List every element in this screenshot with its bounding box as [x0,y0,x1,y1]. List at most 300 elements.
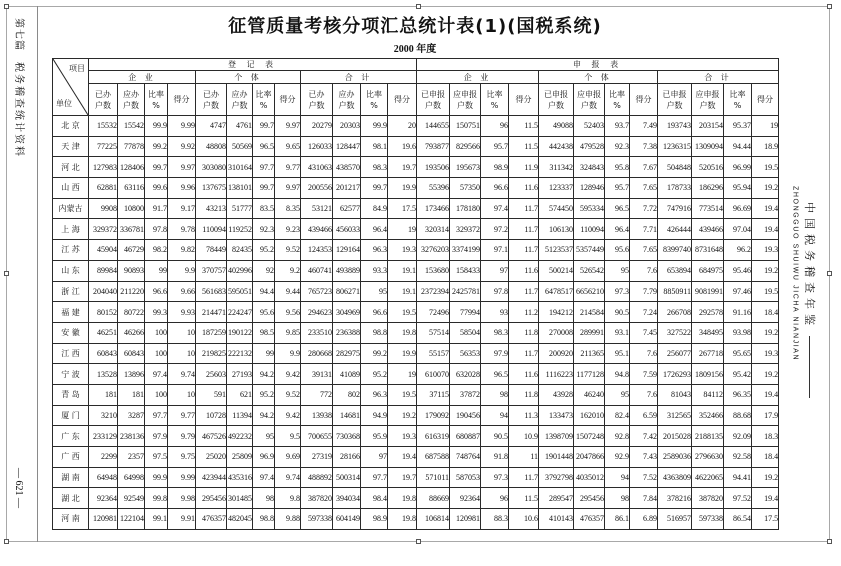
column-header-line: 应办 [123,89,139,99]
table-cell: 48808 [196,136,227,157]
table-row [53,322,779,343]
table-cell: 95 [361,281,388,302]
table-cell: 99.2 [361,343,388,364]
table-cell: 98.3 [361,157,388,178]
table-cell: 684975 [692,260,724,281]
column-header-line: % [733,100,742,110]
resize-handle-left[interactable] [4,271,9,276]
table-cell: 96.9 [253,447,275,468]
table-cell: 11.7 [509,240,539,261]
group-header-declare: 申 报 表 [417,59,779,71]
table-cell: 98 [481,384,509,405]
column-header [752,84,779,116]
table-cell: 77994 [450,302,481,323]
table-cell: 1809156 [692,364,724,385]
table-cell: 327522 [658,322,692,343]
table-row [53,509,779,530]
table-cell: 435316 [227,467,253,488]
table-cell: 9.96 [168,178,196,199]
column-header-line: 已申报 [421,89,446,99]
table-cell: 28166 [333,447,361,468]
table-cell: 214471 [196,302,227,323]
table-cell: 1507248 [574,426,605,447]
resize-handle-top-left[interactable] [4,4,9,9]
table-cell: 95 [253,426,275,447]
table-cell: 289547 [539,488,574,509]
table-cell: 91.7 [145,198,168,219]
table-cell: 9.74 [168,364,196,385]
table-cell: 97.4 [145,364,168,385]
table-cell: 7.72 [630,198,658,219]
column-header [253,84,275,116]
table-cell: 128946 [574,178,605,199]
section-title: 税务稽查统计资料 [13,62,24,158]
table-cell: 96.5 [481,364,509,385]
table-cell: 211365 [574,343,605,364]
table-cell: 52403 [574,116,605,137]
table-cell: 78449 [196,240,227,261]
column-header-line: 得分 [173,95,190,104]
table-cell: 15532 [89,116,118,137]
column-header-line: 已办 [203,89,219,99]
table-cell: 93.98 [724,322,752,343]
table-cell: 120981 [89,509,118,530]
column-header-line: % [490,100,499,110]
table-cell: 9.99 [168,467,196,488]
table-cell: 93.1 [605,322,630,343]
table-cell: 19.4 [388,447,417,468]
row-unit-label: 河 北 [53,157,89,178]
table-cell: 94.9 [361,405,388,426]
table-cell: 11.5 [509,116,539,137]
table-cell: 124353 [301,240,333,261]
table-cell: 64998 [118,467,145,488]
table-cell: 621 [227,384,253,405]
table-cell: 187259 [196,322,227,343]
table-cell: 60843 [89,343,118,364]
table-cell: 8399740 [658,240,692,261]
table-cell: 336781 [118,219,145,240]
table-cell: 64948 [89,467,118,488]
table-cell: 37872 [450,384,481,405]
table-cell: 238136 [118,426,145,447]
table-cell: 6.59 [630,405,658,426]
table-cell: 289991 [574,322,605,343]
table-cell: 9.8 [275,488,301,509]
table-cell: 9.77 [168,405,196,426]
table-cell: 632028 [450,364,481,385]
table-row [53,467,779,488]
table-cell: 20303 [333,116,361,137]
table-cell: 7.6 [630,384,658,405]
table-cell: 3287 [118,405,145,426]
table-cell: 98.1 [361,136,388,157]
table-cell: 127983 [89,157,118,178]
table-cell: 10 [168,322,196,343]
table-cell: 9.97 [168,157,196,178]
table-cell: 88.3 [481,509,509,530]
table-cell: 7.71 [630,219,658,240]
table-cell: 181 [118,384,145,405]
table-cell: 203154 [692,116,724,137]
table-cell: 5357449 [574,240,605,261]
table-cell: 9.75 [168,447,196,468]
table-cell: 96.4 [605,219,630,240]
table-cell: 11.7 [509,467,539,488]
table-cell: 97 [481,260,509,281]
table-cell: 9.99 [168,116,196,137]
table-cell: 7.67 [630,157,658,178]
table-cell: 193743 [658,116,692,137]
table-cell: 150751 [450,116,481,137]
table-cell: 730368 [333,426,361,447]
table-cell: 18.9 [752,136,779,157]
table-cell: 95.2 [253,240,275,261]
row-unit-label: 天 津 [53,136,89,157]
table-cell: 256077 [658,343,692,364]
table-cell: 95.94 [724,178,752,199]
table-cell: 802 [333,384,361,405]
table-row [53,219,779,240]
column-header-line: 户数 [338,100,355,110]
table-cell: 295456 [196,488,227,509]
table-cell: 90893 [118,260,145,281]
table-cell: 597338 [692,509,724,530]
table-row [53,116,779,137]
table-cell: 4747 [196,116,227,137]
resize-handle-bottom[interactable] [416,539,421,544]
table-cell: 62881 [89,178,118,199]
corner-header [53,59,89,116]
table-cell: 3210 [89,405,118,426]
column-header-line: % [152,100,160,110]
table-cell: 233510 [301,322,333,343]
table-cell: 1236315 [658,136,692,157]
table-cell: 89984 [89,260,118,281]
table-cell: 19.2 [752,178,779,199]
column-header [275,84,301,116]
table-cell: 9.65 [275,136,301,157]
table-cell: 96 [481,116,509,137]
table-row [53,384,779,405]
table-cell: 3276203 [417,240,450,261]
table-cell: 55157 [417,343,450,364]
table-cell: 19.3 [388,426,417,447]
table-cell: 96.99 [724,157,752,178]
table-cell: 46240 [574,384,605,405]
table-cell: 62577 [333,198,361,219]
row-unit-label: 浙 江 [53,281,89,302]
row-unit-label: 湖 南 [53,467,89,488]
table-cell: 476357 [574,509,605,530]
table-cell: 467526 [196,426,227,447]
table-cell: 772 [301,384,333,405]
table-cell: 46729 [118,240,145,261]
table-cell: 10728 [196,405,227,426]
page-number: — 621 — [13,468,24,508]
table-cell: 94 [481,405,509,426]
table-cell: 19.2 [752,467,779,488]
table-cell: 9908 [89,198,118,219]
table-cell: 222132 [227,343,253,364]
table-cell: 282975 [333,343,361,364]
table-cell: 95 [605,384,630,405]
table-cell: 55396 [417,178,450,199]
column-header [724,84,752,116]
table-cell: 7.24 [630,302,658,323]
table-cell: 7.6 [630,343,658,364]
table-cell: 94.8 [605,364,630,385]
resize-handle-right[interactable] [827,271,832,276]
table-cell: 97.8 [481,281,509,302]
table-cell: 96.5 [605,198,630,219]
table-cell: 93.7 [605,116,630,137]
table-cell: 37115 [417,384,450,405]
table-cell: 97.7 [145,405,168,426]
table-cell: 27193 [227,364,253,385]
column-header-line: 户数 [699,100,716,110]
table-cell: 94.44 [724,136,752,157]
table-cell: 18.4 [752,447,779,468]
table-cell: 56353 [450,343,481,364]
table-cell: 97.9 [481,343,509,364]
table-cell: 11.8 [509,384,539,405]
table-cell: 9.92 [168,136,196,157]
table-cell: 46266 [118,322,145,343]
table-cell: 92364 [89,488,118,509]
table-cell: 92.9 [605,447,630,468]
table-cell: 224247 [227,302,253,323]
table-cell: 17.5 [388,198,417,219]
table-cell: 292578 [692,302,724,323]
table-cell: 9.9 [168,260,196,281]
table-cell: 57350 [450,178,481,199]
table-row [53,302,779,323]
column-header-line: 得分 [279,95,296,104]
row-unit-label: 北 京 [53,116,89,137]
table-cell: 190122 [227,322,253,343]
table-cell: 8850911 [658,281,692,302]
table-cell: 92.8 [605,426,630,447]
table-cell: 11 [509,447,539,468]
table-cell: 11.5 [509,136,539,157]
table-cell: 20279 [301,116,333,137]
table-cell: 370757 [196,260,227,281]
table-cell: 46251 [89,322,118,343]
table-cell: 200556 [301,178,333,199]
table-cell: 19.5 [388,302,417,323]
table-cell: 123337 [539,178,574,199]
table-cell: 99.7 [145,157,168,178]
table-cell: 99.7 [253,178,275,199]
table-cell: 91.8 [481,447,509,468]
table-cell: 80152 [89,302,118,323]
subgroup-header-declare-individual: 个 体 [539,71,658,84]
resize-handle-top[interactable] [416,4,421,9]
table-cell: 92549 [118,488,145,509]
table-cell: 2299 [89,447,118,468]
table-cell: 324843 [574,157,605,178]
table-cell: 153680 [417,260,450,281]
row-unit-label: 安 徽 [53,322,89,343]
column-header-line: 比率 [366,89,382,99]
column-header-line: 已申报 [544,89,569,99]
table-cell: 295456 [574,488,605,509]
resize-handle-top-right[interactable] [827,4,832,9]
table-row [53,260,779,281]
table-cell: 98 [253,488,275,509]
table-cell: 500214 [539,260,574,281]
table-cell: 97.7 [361,467,388,488]
table-cell: 439466 [692,219,724,240]
table-cell: 19.3 [752,343,779,364]
row-unit-label: 青 岛 [53,384,89,405]
table-cell: 96.6 [145,281,168,302]
table-cell: 96.5 [253,136,275,157]
table-cell: 63116 [118,178,145,199]
table-cell: 96 [481,488,509,509]
table-cell: 43213 [196,198,227,219]
table-cell: 387820 [301,488,333,509]
table-cell: 19.8 [388,488,417,509]
table-cell: 97.9 [145,426,168,447]
column-header-line: 户数 [425,100,442,110]
row-unit-label: 湖 北 [53,488,89,509]
column-header-line: 户数 [308,100,325,110]
table-cell: 193506 [417,157,450,178]
table-cell: 9.98 [168,488,196,509]
table-cell: 378216 [658,488,692,509]
column-header-line: 比率 [609,89,626,99]
column-header-line: 户数 [123,100,139,110]
resize-handle-bottom-right[interactable] [827,539,832,544]
table-cell: 194212 [539,302,574,323]
table-cell: 7.52 [630,467,658,488]
table-cell: 7.42 [630,426,658,447]
table-cell: 15542 [118,116,145,137]
column-header-line: % [259,100,268,110]
table-cell: 11.9 [509,157,539,178]
column-header [450,84,481,116]
table-cell: 25603 [196,364,227,385]
table-cell: 96.3 [361,384,388,405]
row-unit-label: 江 西 [53,343,89,364]
column-header [361,84,388,116]
table-cell: 120981 [450,509,481,530]
row-unit-label: 河 南 [53,509,89,530]
table-cell: 97.4 [253,467,275,488]
table-cell: 98.5 [253,322,275,343]
table-cell: 793877 [417,136,450,157]
table-cell: 431063 [301,157,333,178]
table-cell: 97 [361,447,388,468]
table-cell: 92.09 [724,426,752,447]
table-cell: 97.52 [724,488,752,509]
column-header [118,84,145,116]
table-cell: 19 [388,364,417,385]
table-cell: 11.8 [509,322,539,343]
column-header-line: 比率 [486,89,503,99]
corner-label-unit: 单位 [56,99,72,108]
table-cell: 7.65 [630,178,658,199]
table-row [53,240,779,261]
table-cell: 574450 [539,198,574,219]
table-cell: 98.9 [481,157,509,178]
table-row [53,136,779,157]
table-cell: 2188135 [692,426,724,447]
table-cell: 493889 [333,260,361,281]
table-cell: 11.7 [509,219,539,240]
table-cell: 10 [168,343,196,364]
row-unit-label: 内蒙古 [53,198,89,219]
column-header [539,84,574,116]
column-header [481,84,509,116]
table-cell: 190456 [450,405,481,426]
table-cell: 267718 [692,343,724,364]
table-cell: 99.9 [145,116,168,137]
table-row [53,343,779,364]
table-cell: 829566 [450,136,481,157]
table-cell: 352466 [692,405,724,426]
corner-label-item: 项目 [69,64,85,73]
table-cell: 92 [253,260,275,281]
table-cell: 748764 [450,447,481,468]
table-cell: 488892 [301,467,333,488]
table-cell: 122104 [118,509,145,530]
table-cell: 3374199 [450,240,481,261]
table-cell: 8.35 [275,198,301,219]
table-cell: 96.2 [724,240,752,261]
table-row [53,281,779,302]
table-cell: 410143 [539,509,574,530]
table-cell: 438570 [333,157,361,178]
table-cell: 1901448 [539,447,574,468]
table-cell: 95.8 [605,157,630,178]
table-cell: 158433 [450,260,481,281]
table-cell: 4363809 [658,467,692,488]
table-cell: 765723 [301,281,333,302]
column-header [630,84,658,116]
table-cell: 97.46 [724,281,752,302]
table-cell: 7.79 [630,281,658,302]
table-cell: 51777 [227,198,253,219]
table-cell: 11394 [227,405,253,426]
table-cell: 106814 [417,509,450,530]
column-header-line: 已办 [95,89,111,99]
table-cell: 9.2 [275,260,301,281]
table-cell: 11.5 [509,488,539,509]
table-cell: 173466 [417,198,450,219]
table-cell: 329372 [450,219,481,240]
table-cell: 7.65 [630,240,658,261]
table-cell: 20 [388,116,417,137]
stats-table [52,58,779,530]
column-header [333,84,361,116]
table-cell: 95.7 [481,136,509,157]
table-cell: 126033 [301,136,333,157]
table-cell: 94 [605,467,630,488]
table-cell: 99.7 [361,178,388,199]
table-cell: 137675 [196,178,227,199]
table-cell: 92.3 [253,219,275,240]
resize-handle-bottom-left[interactable] [4,539,9,544]
table-cell: 520516 [692,157,724,178]
table-cell: 13528 [89,364,118,385]
table-cell: 442438 [539,136,574,157]
table-cell: 482045 [227,509,253,530]
table-cell: 99.9 [361,116,388,137]
table-cell: 119252 [227,219,253,240]
